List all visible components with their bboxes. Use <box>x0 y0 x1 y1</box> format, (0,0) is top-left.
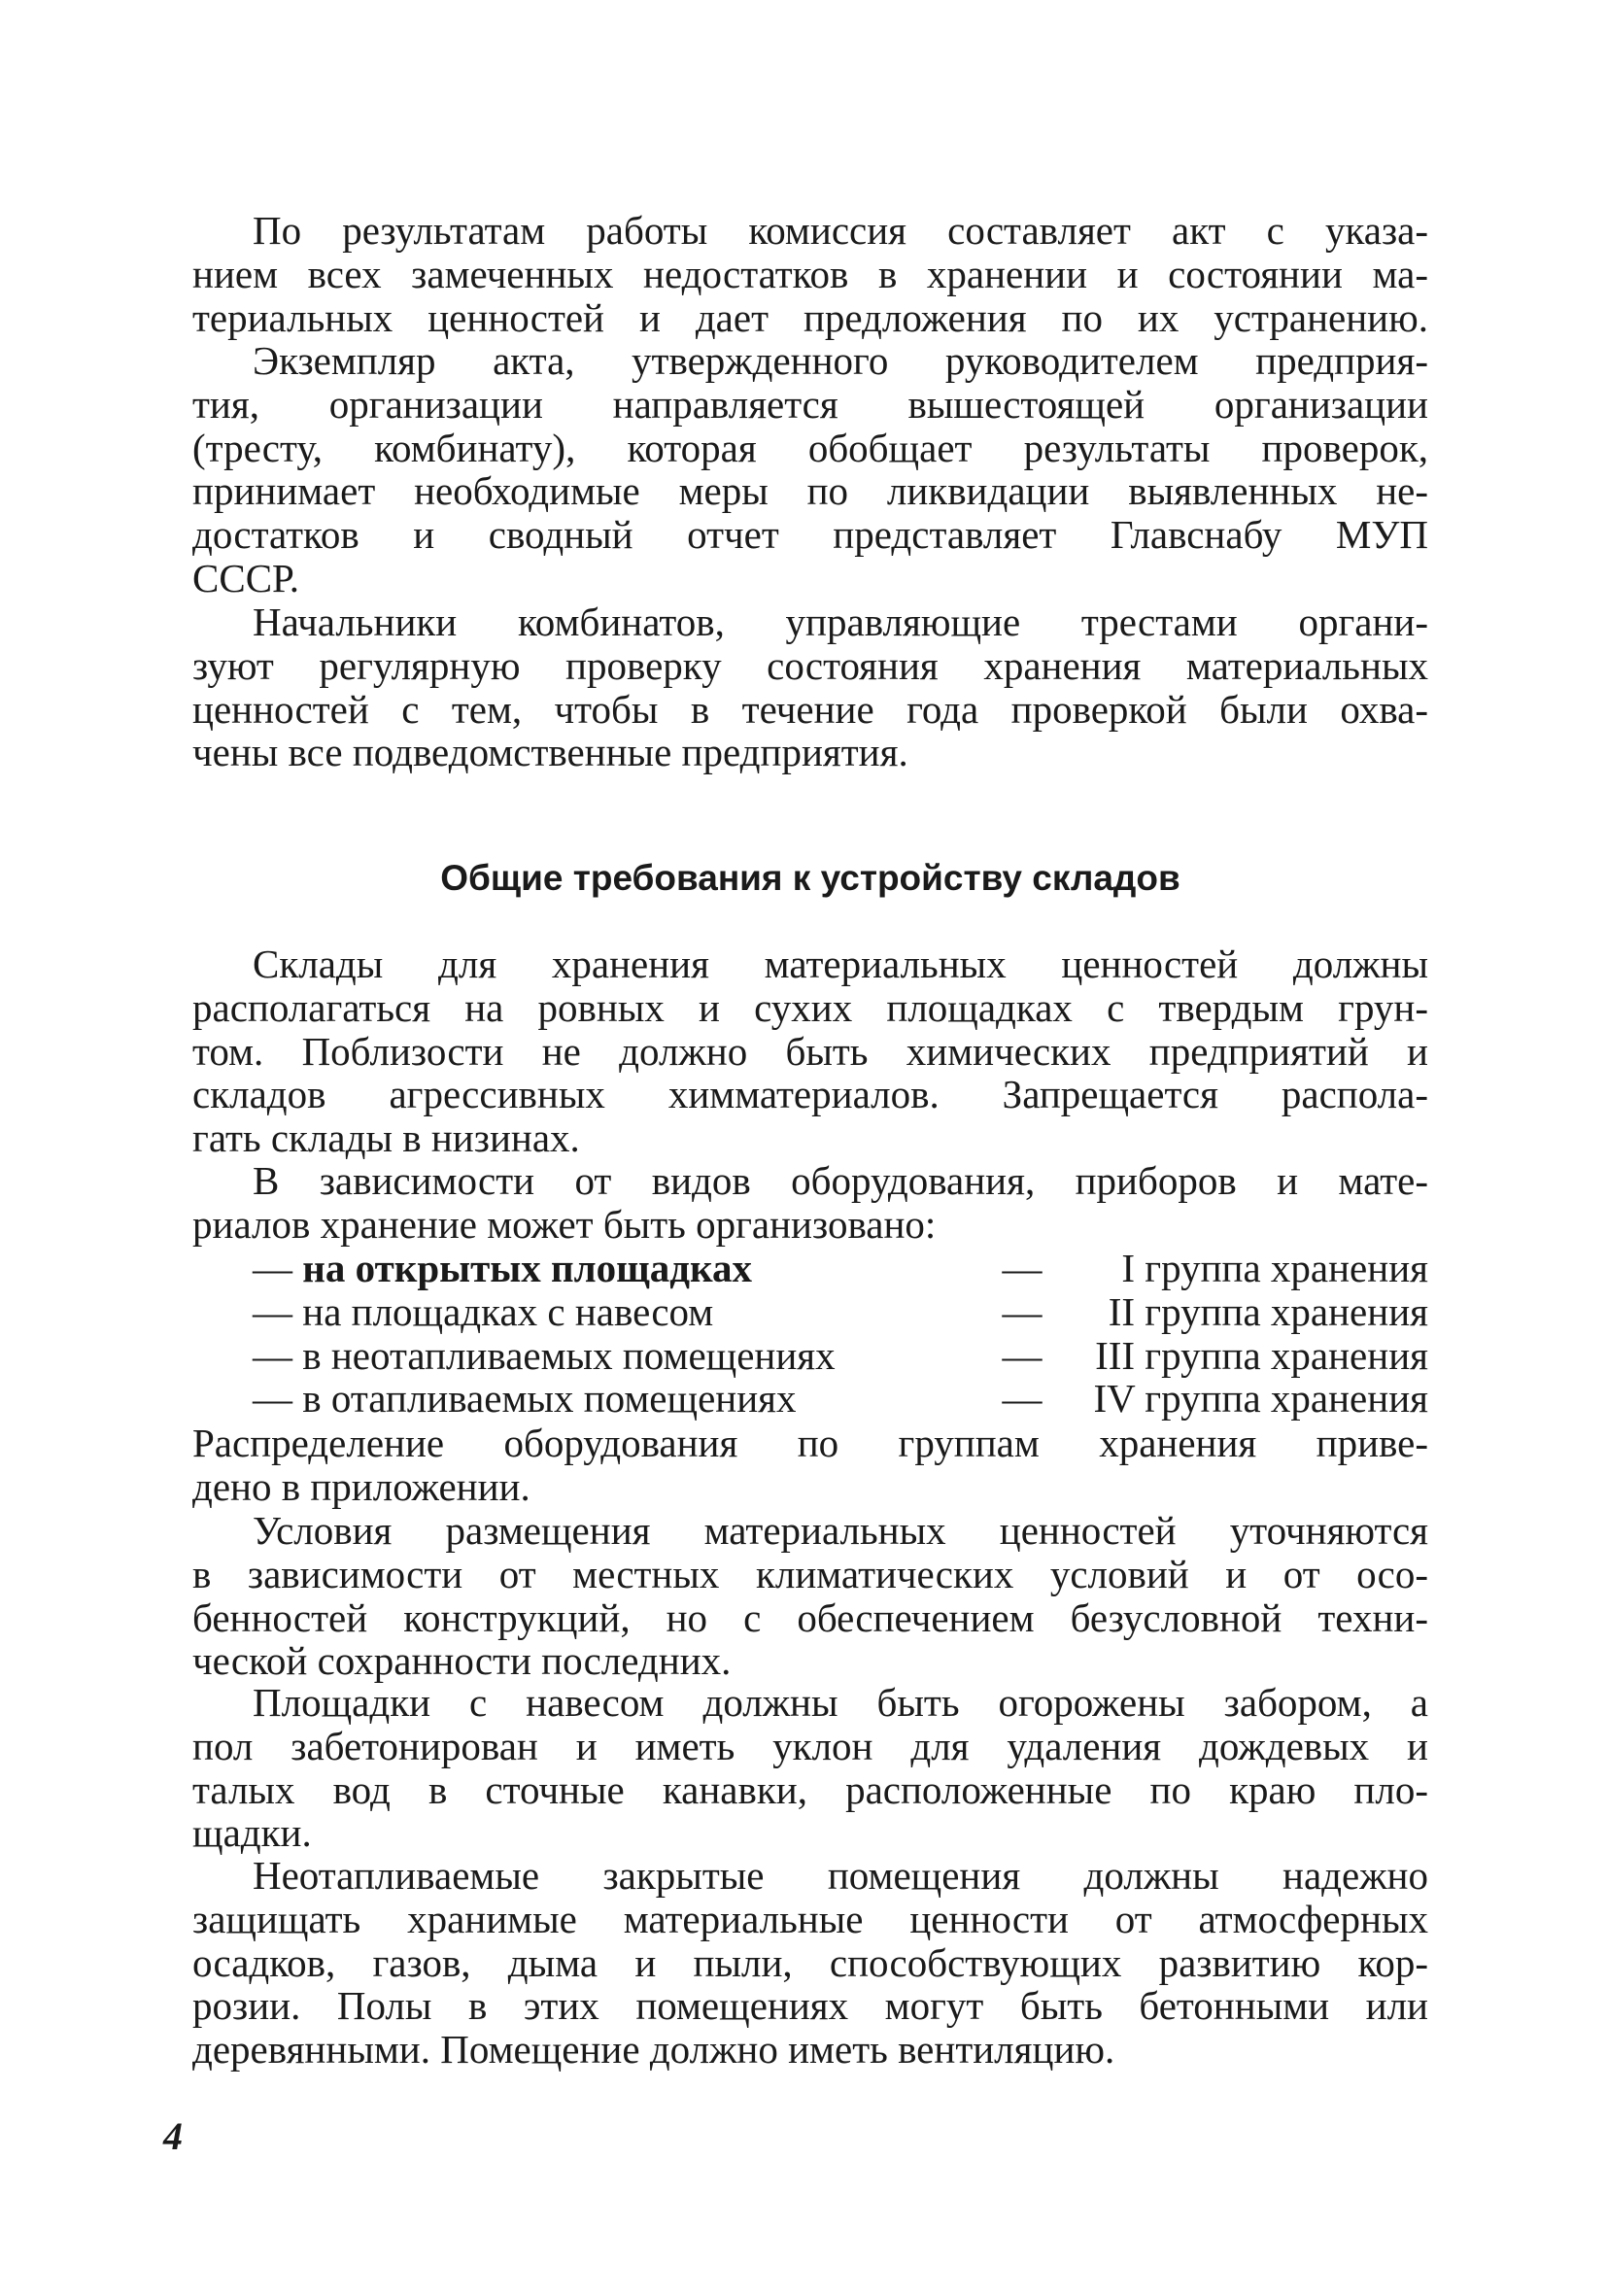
list-item-separator: — <box>1002 1288 1043 1334</box>
text-line: Экземпляр акта, утвержденного руководителем предприя- <box>253 338 1428 383</box>
text-line: (тресту, комбинату), которая обобщает результаты проверок, <box>192 425 1428 470</box>
paragraph-canopy-sites <box>192 1681 1428 1855</box>
text-line: достатков и сводный отчет представляет Главснабу МУП <box>192 512 1428 558</box>
text-line: гать склады в низинах. <box>192 1115 580 1161</box>
text-line: дено в приложении. <box>192 1463 530 1509</box>
list-item-place: — в неотапливаемых помещениях <box>253 1332 836 1378</box>
list-item <box>253 1334 1428 1378</box>
text-line: ческой сохранности последних. <box>192 1638 732 1684</box>
text-line: В зависимости от видов оборудования, приборов и мате- <box>253 1158 1428 1203</box>
text-line: осадков, газов, дыма и пыли, способствующих развитию кор- <box>192 1939 1428 1985</box>
document-page <box>192 209 1428 2230</box>
text-line: ценностей с тем, чтобы в течение года проверкой были охва- <box>192 686 1428 732</box>
text-line: талых вод в сточные канавки, расположенные по краю пло- <box>192 1766 1428 1812</box>
text-line: в зависимости от местных климатических условий и от осо- <box>192 1551 1428 1596</box>
text-line: Условия размещения материальных ценностей уточняются <box>253 1508 1428 1553</box>
text-line: Начальники комбинатов, управляющие трестами органи- <box>253 600 1428 644</box>
text-line: По результатам работы комиссия составляет акт с указа- <box>253 208 1428 253</box>
text-line: деревянными. Помещение должно иметь вентиляцию. <box>192 2027 1115 2073</box>
list-item <box>253 1247 1428 1290</box>
page-number: 4 <box>163 2114 183 2158</box>
paragraph-storage-intro <box>192 1159 1428 1247</box>
text-line: тия, организации направляется вышестоящей организации <box>192 381 1428 427</box>
text-line: чены все подведомственные предприятия. <box>192 730 908 775</box>
text-line: принимает необходимые меры по ликвидации выявленных не- <box>192 468 1428 514</box>
text-line: щадки. <box>192 1810 312 1856</box>
paragraph-distribution <box>192 1422 1428 1509</box>
list-item-group: III группа хранения <box>1095 1332 1428 1378</box>
list-item-place: — в отапливаемых помещениях <box>253 1376 797 1422</box>
text-line: том. Поблизости не должно быть химических предприятий и <box>192 1028 1428 1074</box>
text-line: нием всех замеченных недостатков в хранении и состоянии ма- <box>192 251 1428 296</box>
paragraph-warehouse-location <box>192 942 1428 1160</box>
list-item-group: IV группа хранения <box>1093 1376 1428 1422</box>
paragraph-combine-chiefs <box>192 600 1428 774</box>
list-item-group: II группа хранения <box>1108 1288 1428 1334</box>
text-line: риалов хранение может быть организовано: <box>192 1201 937 1247</box>
text-line: териальных ценностей и дает предложения по их устранению. <box>192 294 1428 340</box>
paragraph-act-copy <box>192 339 1428 600</box>
list-item-separator: — <box>1002 1246 1043 1290</box>
text-line: защищать хранимые материальные ценности от атмосферных <box>192 1896 1428 1941</box>
storage-groups-list <box>253 1247 1428 1421</box>
list-item <box>253 1377 1428 1421</box>
text-line: пол забетонирован и иметь уклон для удаления дождевых и <box>192 1723 1428 1768</box>
text-line: Неотапливаемые закрытые помещения должны надежно <box>253 1853 1428 1898</box>
paragraph-unheated-rooms <box>192 1854 1428 2072</box>
text-line: СССР. <box>192 555 299 600</box>
text-line: Распределение оборудования по группам хранения приве- <box>192 1421 1428 1465</box>
text-line: складов агрессивных химматериалов. Запрещается распола- <box>192 1072 1428 1117</box>
text-line: Склады для хранения материальных ценностей должны <box>253 942 1428 986</box>
text-line: располагаться на ровных и сухих площадках с твердым грун- <box>192 984 1428 1030</box>
paragraph-commission-act <box>192 209 1428 339</box>
text-line: бенностей конструкций, но с обеспечением безусловной техни- <box>192 1594 1428 1640</box>
list-item-separator: — <box>1002 1376 1043 1422</box>
section-heading-block <box>192 858 1428 899</box>
paragraph-placement-conditions <box>192 1509 1428 1683</box>
text-line: зуют регулярную проверку состояния хранения материальных <box>192 642 1428 688</box>
list-item-group: I группа хранения <box>1121 1246 1428 1290</box>
list-item-place: — на открытых площадках <box>253 1246 753 1290</box>
list-item-place: — на площадках с навесом <box>253 1288 714 1334</box>
text-line: Площадки с навесом должны быть огорожены забором, а <box>253 1680 1428 1725</box>
list-item-separator: — <box>1002 1332 1043 1378</box>
list-item <box>253 1290 1428 1334</box>
text-line: розии. Полы в этих помещениях могут быть бетонными или <box>192 1983 1428 2029</box>
section-heading: Общие требования к устройству складов <box>440 858 1180 898</box>
